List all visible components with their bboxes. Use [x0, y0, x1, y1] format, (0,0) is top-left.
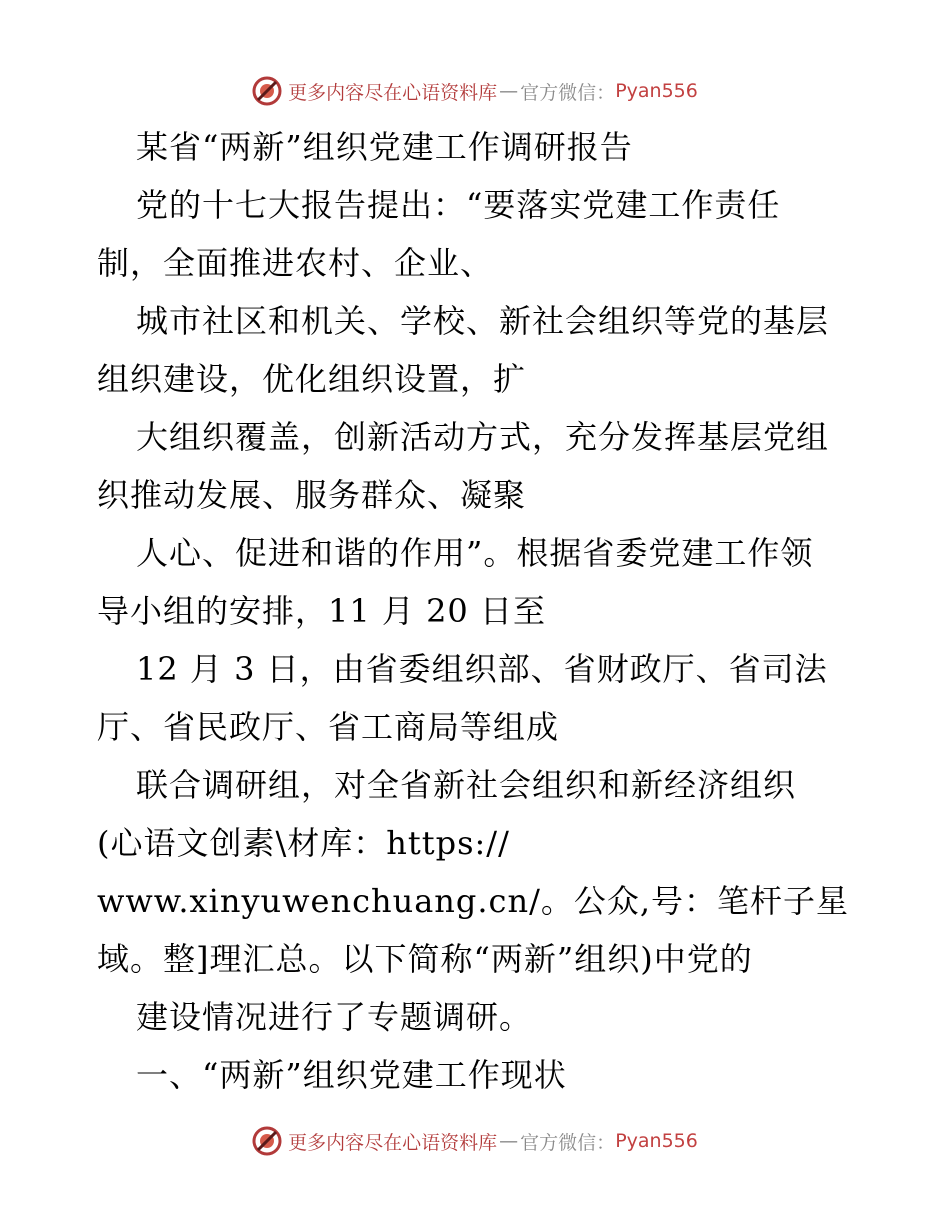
paragraph-line: 城市社区和机关、学校、新社会组织等党的基层 — [136, 302, 830, 340]
header-watermark — [0, 74, 950, 108]
watermark-separator: — — [499, 1130, 519, 1152]
paragraph-line: 大组织覆盖，创新活动方式，充分发挥基层党组 — [136, 418, 830, 456]
watermark-text: 更多内容尽在心语资料库 — [288, 1131, 498, 1154]
paragraph-line: 厅、省民政厅、省工商局等组成 — [97, 708, 560, 746]
watermark-label: 官方微信： — [520, 81, 616, 104]
footer-watermark — [0, 1124, 950, 1158]
brand-logo-icon — [252, 1126, 282, 1156]
paragraph-line: (心语文创素\材库：https:// — [97, 824, 510, 862]
paragraph-line: 党的十七大报告提出：“要落实党建工作责任 — [136, 186, 781, 224]
paragraph-line: 12 月 3 日，由省委组织部、省财政厅、省司法 — [136, 650, 828, 688]
paragraph-line: 织推动发展、服务群众、凝聚 — [97, 476, 527, 514]
brand-logo-icon — [252, 76, 282, 106]
watermark-label: 官方微信： — [520, 1131, 616, 1154]
paragraph-line: 联合调研组，对全省新社会组织和新经济组织 — [136, 766, 797, 804]
watermark-separator: — — [499, 80, 519, 102]
section-heading: 一、“两新”组织党建工作现状 — [136, 1056, 567, 1094]
paragraph-line: 制，全面推进农村、企业、 — [97, 244, 494, 282]
paragraph-line: 域。整]理汇总。以下简称“两新”组织)中党的 — [97, 940, 753, 978]
watermark-id: Pyan556 — [615, 1130, 698, 1152]
paragraph-line: www.xinyuwenchuang.cn/。公众,号：笔杆子星 — [97, 882, 850, 920]
paragraph-line: 人心、促进和谐的作用”。根据省委党建工作领 — [136, 534, 814, 572]
paragraph-line: 组织建设，优化组织设置，扩 — [97, 360, 527, 398]
watermark-id: Pyan556 — [615, 80, 698, 102]
document-title: 某省“两新”组织党建工作调研报告 — [136, 128, 633, 166]
paragraph-line: 建设情况进行了专题调研。 — [136, 998, 533, 1036]
watermark-text: 更多内容尽在心语资料库 — [288, 81, 498, 104]
paragraph-line: 导小组的安排，11 月 20 日至 — [97, 592, 546, 630]
